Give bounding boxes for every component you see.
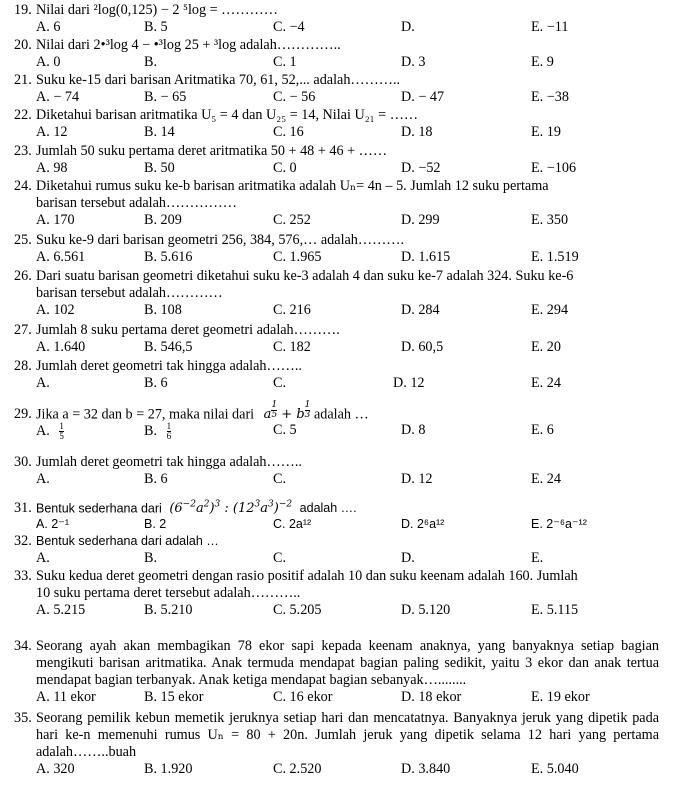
option-c: C. [273, 550, 287, 566]
question-text: Jumlah 50 suku pertama deret aritmatika 50 + 48 + 46 + …… [36, 143, 388, 159]
option-e: E. 2⁻⁶a⁻¹² [531, 517, 587, 531]
question-21: 21. Suku ke-15 dari barisan Aritmatika 70, 61, 52,... adalah……….. A. − 74 B. − 65 C. − 56 D. − 47 E. −38 [14, 72, 569, 105]
option-e: E. 350 [531, 212, 569, 228]
option-e: E. 9 [531, 54, 554, 70]
option-a: A. 5.215 [36, 602, 86, 618]
option-a: A. [36, 471, 50, 487]
question-22: 22. Diketahui barisan aritmatika U₅ = 4 dan U₂₅ = 14, Nilai U₂₁ = …… A. 12 B. 14 C. 16 D. 18 E. 19 [14, 107, 561, 140]
option-c: C. 216 [273, 302, 311, 318]
question-31: 31. Bentuk sederhana dari $(6^{-2}a^2)^3$ : $(12^3a^3)^{-2}$ adalah …. A. 2⁻¹ B. 2 C. 2a¹² D. 2⁶a¹² E. 2⁻⁶a⁻¹² [14, 500, 587, 531]
question-text-cont: barisan tersebut adalah…………… [36, 195, 237, 211]
option-a: A. [36, 550, 50, 566]
question-25: 25. Suku ke-9 dari barisan geometri 256, 384, 576,… adalah………. A. 6.561 B. 5.616 C. 1.965 D. 1.615 E. 1.519 [14, 232, 579, 265]
question-30: 30. Jumlah deret geometri tak hingga adalah…….. A. B. 6 C. D. 12 E. 24 [14, 454, 561, 487]
option-d: D. − 47 [401, 89, 445, 105]
option-c: C. [273, 375, 287, 391]
option-b: B. 5.616 [144, 249, 193, 265]
option-a: A. 6.561 [36, 249, 86, 265]
option-a: A. 102 [36, 302, 75, 318]
question-text: Suku ke-15 dari barisan Aritmatika 70, 61, 52,... adalah……….. [36, 72, 401, 88]
option-e: E. 24 [531, 375, 561, 391]
option-e: E. 19 [531, 124, 561, 140]
option-a: A. 6 [36, 19, 61, 35]
option-c: C. 252 [273, 212, 311, 228]
option-c: C. 2.520 [273, 761, 322, 777]
option-a: A. 98 [36, 160, 68, 176]
question-text: Jumlah deret geometri tak hingga adalah…….. [36, 358, 302, 374]
option-b: B. 546,5 [144, 339, 193, 355]
question-34: 34. Seorang ayah akan membagikan 78 ekor sapi kepada keenam anaknya, yang banyaknya setiap bagian mengikuti barisan aritmatika. Anak termuda mendapat bagian paling sedikit, yaitu 3 ekor dan anak tertua mendapat bagian terbanyak. Anak ketiga mendapat bagian sebanyak…........ A. 11 ekor B. 15 ekor C. 16 ekor D. 18 ekor E. 19 ekor [14, 638, 659, 705]
question-28: 28. Jumlah deret geometri tak hingga adalah…….. A. B. 6 C. D. 12 E. 24 [14, 358, 561, 391]
question-text-post: adalah … [313, 406, 369, 423]
option-a: A. 0 [36, 54, 61, 70]
option-d: D. [401, 550, 415, 566]
option-e: E. 294 [531, 302, 569, 318]
option-b: B. 50 [144, 160, 175, 176]
option-c: C. 2a¹² [273, 517, 312, 531]
option-c: C. 0 [273, 160, 297, 176]
option-b: B. 15 ekor [144, 689, 204, 705]
question-29: 29. Jika a = 32 dan b = 27, maka nilai dari a $^{\frac{1}{5}}$ + b $^{\frac{1}{3}}$ adalah … A. $\frac{1}{5}$ B. $\frac{1}{6}$ C. 5 D. 8 E. 6 [14, 400, 554, 441]
option-d: D. 284 [401, 302, 440, 318]
option-e: E. 20 [531, 339, 561, 355]
option-b: B. 14 [144, 124, 175, 140]
question-20: 20. Nilai dari 2•³log 4 − •³log 25 + ³log adalah………….. A. 0 B. C. 1 D. 3 E. 9 [14, 37, 554, 70]
math-expression: $(6^{-2}a^2)^3$ : $(12^3a^3)^{-2}$ [169, 500, 293, 517]
option-c: C. −4 [273, 19, 305, 35]
question-33: 33. Suku kedua deret geometri dengan rasio positif adalah 10 dan suku keenam adalah 160. Jumlah 10 suku pertama deret tersebut adalah……….. A. 5.215 B. 5.210 C. 5.205 D. 5.120 E. 5.115 [14, 568, 659, 619]
question-text: Bentuk sederhana dari adalah … [36, 534, 219, 548]
option-a: A. 12 [36, 124, 68, 140]
option-e: E. 1.519 [531, 249, 579, 265]
option-a: A. 170 [36, 212, 75, 228]
question-text: Nilai dari ²log(0,125) − 2 ⁵log = ………… [36, 2, 278, 18]
option-b: B. 209 [144, 212, 182, 228]
option-b: B. 5 [144, 19, 168, 35]
question-32: 32. Bentuk sederhana dari adalah … A. B. C. D. E. [14, 533, 544, 566]
option-b: B. 6 [144, 471, 168, 487]
option-c: C. 182 [273, 339, 311, 355]
option-d: D. 3.840 [401, 761, 451, 777]
option-e: E. −38 [531, 89, 569, 105]
option-c: C. 16 [273, 124, 304, 140]
option-b: B. [144, 550, 158, 566]
option-d: D. 3 [401, 54, 426, 70]
option-c: C. 16 ekor [273, 689, 333, 705]
option-e: E. 6 [531, 422, 554, 438]
option-b: B. 5.210 [144, 602, 193, 618]
option-b: B. $\frac{1}{6}$ [144, 421, 172, 441]
option-b: B. 108 [144, 302, 182, 318]
question-text-cont: barisan tersebut adalah………… [36, 285, 223, 301]
option-e: E. 5.115 [531, 602, 579, 618]
option-d: D. 12 [401, 471, 433, 487]
option-d: D. 12 [393, 375, 425, 391]
question-text: Diketahui barisan aritmatika U₅ = 4 dan U₂₅ = 14, Nilai U₂₁ = …… [36, 107, 419, 123]
option-b: B. − 65 [144, 89, 187, 105]
option-a: A. 320 [36, 761, 75, 777]
option-b: B. [144, 54, 158, 70]
question-23: 23. Jumlah 50 suku pertama deret aritmatika 50 + 48 + 46 + …… A. 98 B. 50 C. 0 D. −52 E. −106 [14, 143, 577, 176]
option-a: A. $\frac{1}{5}$ [36, 421, 64, 441]
option-d: D. 18 [401, 124, 433, 140]
question-text: Jumlah deret geometri tak hingga adalah…….. [36, 454, 302, 470]
option-c: C. [273, 471, 287, 487]
option-e: E. −106 [531, 160, 577, 176]
option-e: E. −11 [531, 19, 569, 35]
option-c: C. 5 [273, 422, 297, 438]
question-text: Diketahui rumus suku ke-b barisan aritmatika adalah Uₙ= 4n – 5. Jumlah 12 suku pertama [36, 178, 549, 194]
question-text: Seorang ayah akan membagikan 78 ekor sapi kepada keenam anaknya, yang banyaknya setiap bagian mengikuti barisan aritmatika. Anak termuda mendapat bagian paling sedikit, yaitu 3 ekor dan anak tertua mendapat bagian terbanyak. Anak ketiga mendapat bagian sebanyak…........ [36, 638, 659, 688]
option-d: D. −52 [401, 160, 441, 176]
option-e: E. [531, 550, 544, 566]
question-text: Seorang pemilik kebun memetik jeruknya setiap hari dan mencatatnya. Banyaknya jeruk yang dipetik pada hari ke-n memenuhi rumus Uₙ = 80 + 20n. Jumlah jeruk yang dipetik selama 12 hari yang pertama adalah……..buah [36, 710, 659, 760]
question-19: 19. Nilai dari ²log(0,125) − 2 ⁵log = ………… A. 6 B. 5 C. −4 D. E. −11 [14, 2, 569, 35]
option-d: D. [401, 19, 415, 35]
option-d: D. 299 [401, 212, 440, 228]
option-a: A. 11 ekor [36, 689, 96, 705]
option-c: C. − 56 [273, 89, 316, 105]
question-text: Suku kedua deret geometri dengan rasio positif adalah 10 dan suku keenam adalah 160. Jumlah [36, 568, 578, 584]
option-d: D. 1.615 [401, 249, 451, 265]
option-a: A. 2⁻¹ [36, 517, 69, 531]
question-text: Jika a = 32 dan b = 27, maka nilai dari [36, 406, 255, 423]
option-e: E. 24 [531, 471, 561, 487]
question-text: Nilai dari 2•³log 4 − •³log 25 + ³log adalah………….. [36, 37, 341, 53]
option-c: C. 1 [273, 54, 297, 70]
question-text: Suku ke-9 dari barisan geometri 256, 384, 576,… adalah………. [36, 232, 405, 248]
math-expression: a $^{\frac{1}{5}}$ + b $^{\frac{1}{3}}$ [263, 400, 311, 423]
question-text: Dari suatu barisan geometri diketahui suku ke-3 adalah 4 dan suku ke-7 adalah 324. Suku ke-6 [36, 268, 574, 284]
option-d: D. 18 ekor [401, 689, 462, 705]
option-c: C. 1.965 [273, 249, 322, 265]
option-a: A. [36, 375, 50, 391]
option-e: E. 5.040 [531, 761, 579, 777]
option-d: D. 2⁶a¹² [401, 517, 445, 531]
option-a: A. 1.640 [36, 339, 86, 355]
question-text-cont: 10 suku pertama deret tersebut adalah……….. [36, 585, 301, 601]
question-text: Bentuk sederhana dari [36, 501, 162, 516]
option-b: B. 6 [144, 375, 168, 391]
option-e: E. 19 ekor [531, 689, 590, 705]
question-24: 24. Diketahui rumus suku ke-b barisan aritmatika adalah Uₙ= 4n – 5. Jumlah 12 suku pertama barisan tersebut adalah…………… A. 170 B. 209 C. 252 D. 299 E. 350 [14, 178, 659, 229]
option-b: B. 2 [144, 517, 167, 531]
option-b: B. 1.920 [144, 761, 193, 777]
option-c: C. 5.205 [273, 602, 322, 618]
option-d: D. 60,5 [401, 339, 444, 355]
question-27: 27. Jumlah 8 suku pertama deret geometri adalah………. A. 1.640 B. 546,5 C. 182 D. 60,5 E. 20 [14, 322, 561, 355]
question-text: Jumlah 8 suku pertama deret geometri adalah………. [36, 322, 340, 338]
question-text-post: adalah …. [299, 501, 357, 516]
question-26: 26. Dari suatu barisan geometri diketahui suku ke-3 adalah 4 dan suku ke-7 adalah 324. Suku ke-6 barisan tersebut adalah………… A. 102 B. 108 C. 216 D. 284 E. 294 [14, 268, 659, 319]
option-a: A. − 74 [36, 89, 80, 105]
question-35: 35. Seorang pemilik kebun memetik jeruknya setiap hari dan mencatatnya. Banyaknya jeruk yang dipetik pada hari ke-n memenuhi rumus Uₙ = 80 + 20n. Jumlah jeruk yang dipetik selama 12 hari yang pertama adalah……..buah A. 320 B. 1.920 C. 2.520 D. 3.840 E. 5.040 [14, 710, 659, 777]
option-d: D. 8 [401, 422, 426, 438]
option-d: D. 5.120 [401, 602, 451, 618]
